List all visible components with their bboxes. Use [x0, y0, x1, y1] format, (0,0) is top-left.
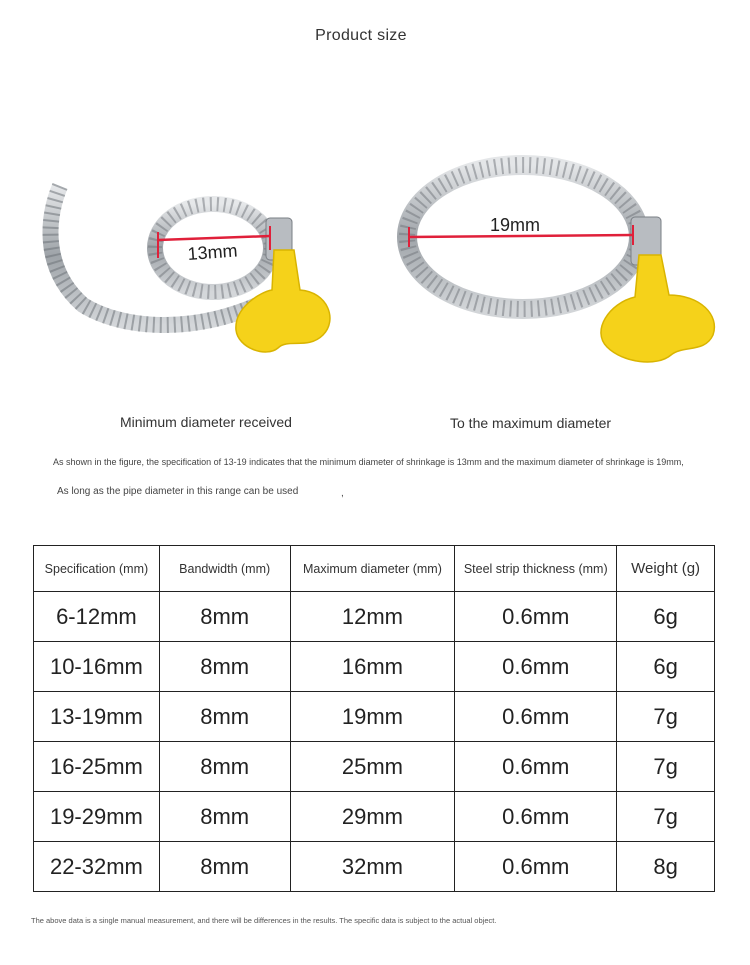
cell-specification: 16-25mm [34, 742, 160, 792]
cell-bandwidth: 8mm [159, 592, 290, 642]
cell-weight: 7g [617, 792, 715, 842]
note-usage-range: As long as the pipe diameter in this range can be used [57, 486, 299, 497]
hose-clamp-max-image [395, 145, 725, 375]
table-row [34, 642, 715, 692]
cell-bandwidth: 8mm [159, 692, 290, 742]
page-title: Product size [315, 27, 407, 44]
cell-thickness: 0.6mm [455, 692, 617, 742]
table-row [34, 842, 715, 892]
table-row [34, 792, 715, 842]
caption-min-diameter: Minimum diameter received [120, 414, 292, 430]
cell-specification: 13-19mm [34, 692, 160, 742]
cell-bandwidth: 8mm [159, 842, 290, 892]
header-thickness: Steel strip thickness (mm) [455, 546, 617, 592]
cell-thickness: 0.6mm [455, 742, 617, 792]
specification-table [33, 545, 715, 892]
cell-thickness: 0.6mm [455, 792, 617, 842]
footnote-disclaimer: The above data is a single manual measurement, and there will be differences in the results. The specific data is subject to the actual object. [31, 916, 497, 925]
cell-thickness: 0.6mm [455, 842, 617, 892]
cell-bandwidth: 8mm [159, 792, 290, 842]
cell-bandwidth: 8mm [159, 642, 290, 692]
cell-weight: 6g [617, 642, 715, 692]
cell-max-diameter: 16mm [290, 642, 455, 692]
table-header-row [34, 546, 715, 592]
cell-max-diameter: 12mm [290, 592, 455, 642]
cell-bandwidth: 8mm [159, 742, 290, 792]
cell-max-diameter: 19mm [290, 692, 455, 742]
table-row [34, 692, 715, 742]
hose-clamp-min-image [38, 180, 338, 380]
cell-specification: 19-29mm [34, 792, 160, 842]
caption-max-diameter: To the maximum diameter [450, 415, 612, 431]
measure-label-max: 19mm [490, 215, 541, 235]
note-comma: , [341, 488, 344, 499]
cell-max-diameter: 29mm [290, 792, 455, 842]
table-row [34, 592, 715, 642]
cell-weight: 8g [617, 842, 715, 892]
cell-weight: 6g [617, 592, 715, 642]
cell-thickness: 0.6mm [455, 592, 617, 642]
cell-specification: 22-32mm [34, 842, 160, 892]
header-weight: Weight (g) [617, 546, 715, 592]
cell-max-diameter: 32mm [290, 842, 455, 892]
header-specification: Specification (mm) [34, 546, 160, 592]
header-max-diameter: Maximum diameter (mm) [290, 546, 455, 592]
cell-max-diameter: 25mm [290, 742, 455, 792]
cell-weight: 7g [617, 692, 715, 742]
table-row [34, 742, 715, 792]
cell-specification: 10-16mm [34, 642, 160, 692]
measure-label-min: 13mm [186, 240, 239, 264]
header-bandwidth: Bandwidth (mm) [159, 546, 290, 592]
cell-thickness: 0.6mm [455, 642, 617, 692]
cell-specification: 6-12mm [34, 592, 160, 642]
cell-weight: 7g [617, 742, 715, 792]
note-specification-explanation: As shown in the figure, the specification of 13-19 indicates that the minimum diameter of shrinkage is 13mm and the maximum diameter of shrinkage is 19mm, [53, 457, 684, 467]
